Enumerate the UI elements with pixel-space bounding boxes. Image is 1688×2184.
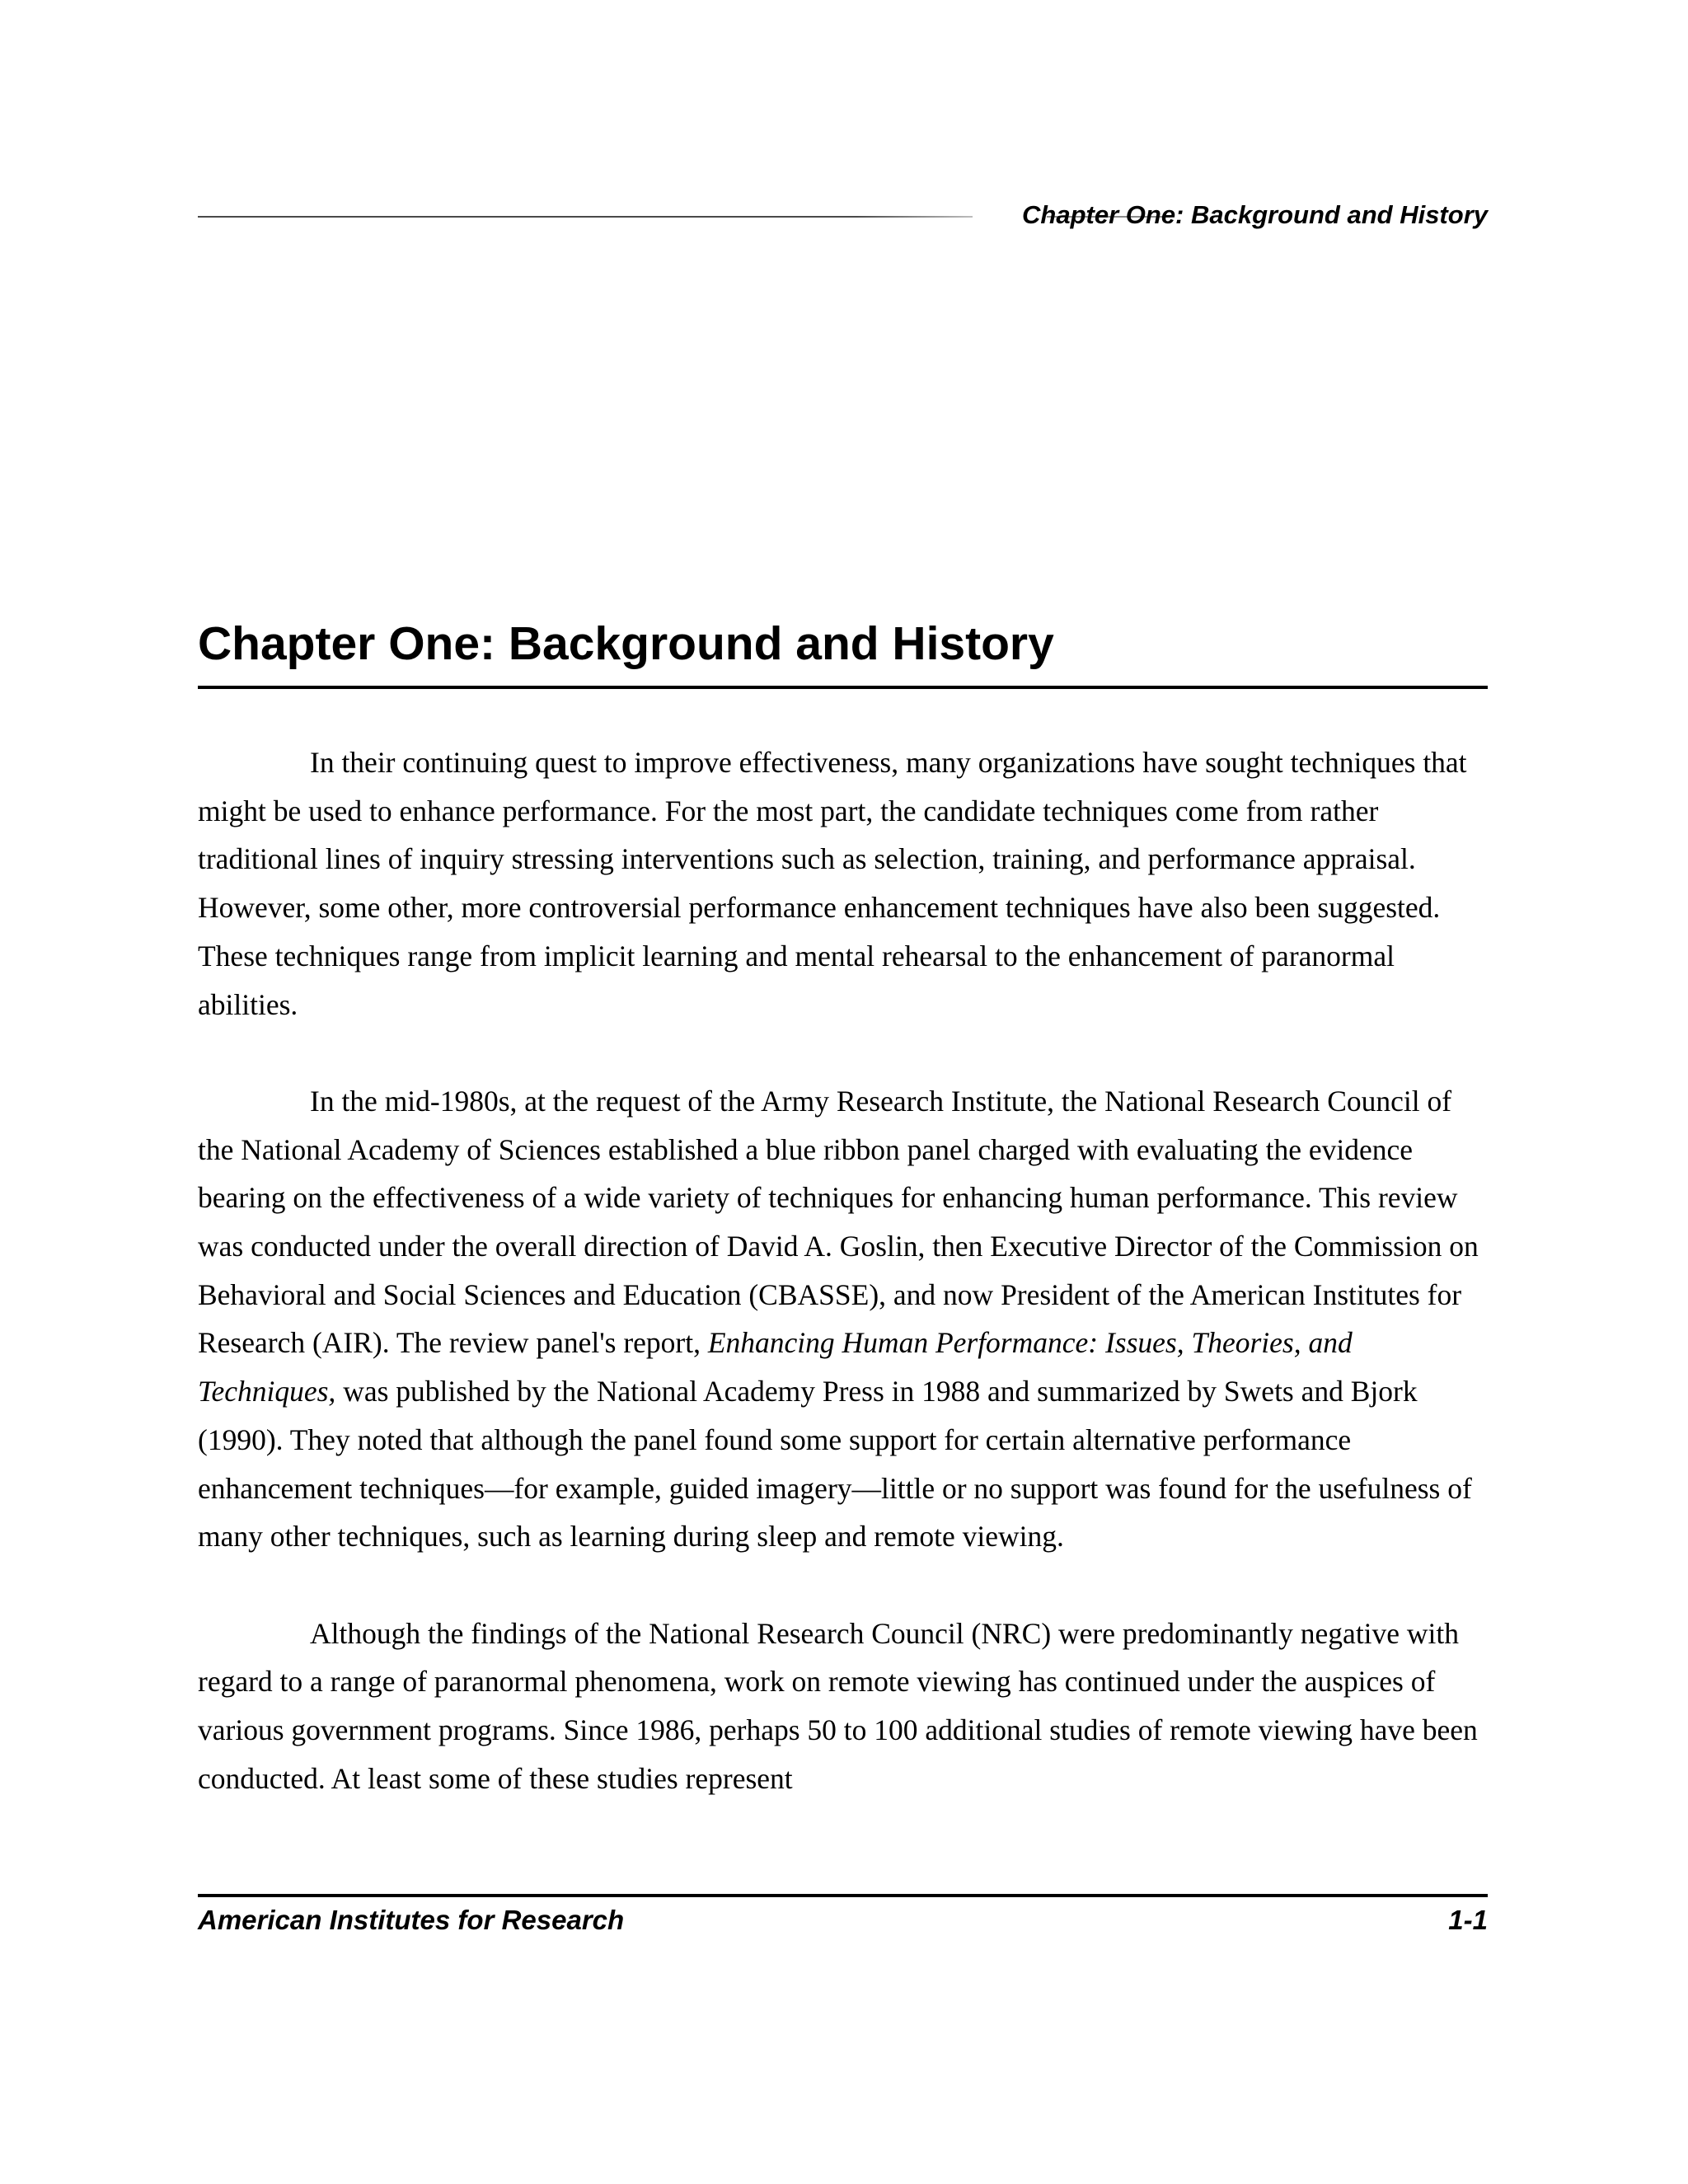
page-number: 1-1 [1448, 1905, 1488, 1935]
running-header [198, 194, 1488, 236]
paragraph-2-text-a: In the mid-1980s, at the request of the Army Research Institute, the National Research Council of the National Academy of Sciences established a blue ribbon panel charged with evaluating the evidence bearing on the effectiveness of a wide variety of techniques for enhancing human performance. This review was conducted under the overall direction of David A. Goslin, then Executive Director of the Commission on Behavioral and Social Sciences and Education (CBASSE), and now President of the American Institutes for Research (AIR). The review panel's report, [198, 1084, 1479, 1360]
paragraph-1: In their continuing quest to improve effectiveness, many organizations have sought techniques that might be used to enhance performance. For the most part, the candidate techniques come from rather traditional lines of inquiry stressing interventions such as selection, training, and performance appraisal. However, some other, more controversial performance enhancement techniques have also been suggested. These techniques range from implicit learning and mental rehearsal to the enhancement of paranormal abilities. [198, 746, 1467, 1021]
header-rule [198, 216, 973, 218]
paragraph-3: Although the findings of the National Research Council (NRC) were predominantly negative with regard to a range of paranormal phenomena, work on remote viewing has continued under the auspices of various government programs. Since 1986, perhaps 50 to 100 additional studies of remote viewing have been conducted. At least some of these studies represent [198, 1616, 1478, 1795]
chapter-heading: Chapter One: Background and History [198, 617, 1054, 670]
body-text [198, 738, 1488, 1802]
running-header-title: Chapter One: Background and History [1022, 200, 1488, 229]
paragraph-2-text-b: was published by the National Academy Press in 1988 and summarized by Swets and Bjork (1990). They noted that although the panel found some support for certain alternative performance enhancement techniques—for example, guided imagery—little or no support was found for the usefulness of many other techniques, such as learning during sleep and remote viewing. [198, 1375, 1472, 1554]
heading-rule [198, 686, 1488, 689]
footer-organization: American Institutes for Research [198, 1905, 625, 1935]
footer-rule [198, 1894, 1488, 1897]
report-title-italic: Enhancing Human Performance: Issues, Theories, and Techniques, [198, 1326, 1353, 1408]
paragraph-2 [198, 1077, 1488, 1561]
page-footer [198, 1900, 1488, 1940]
